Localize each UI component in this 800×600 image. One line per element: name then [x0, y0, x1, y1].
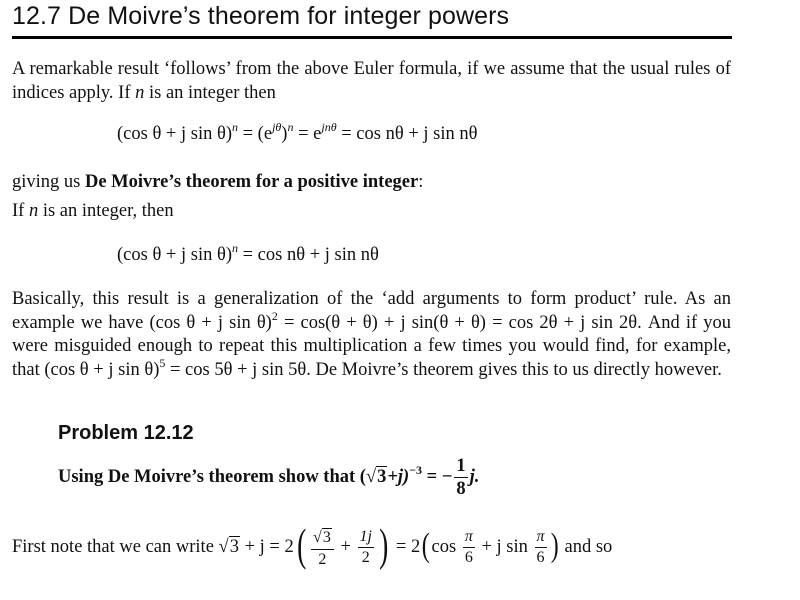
f2-den: 2 [361, 549, 370, 567]
intro-text-a: A remarkable result ‘follows’ from the above Euler formula, if we assume that the usual rules of indices apply. If [12, 59, 731, 103]
problem-heading: Problem 12.12 [58, 422, 194, 444]
eq1-rhs: = cos nθ + j sin nθ [336, 124, 478, 144]
theorem-intro-paragraph [12, 171, 731, 195]
explanation-text-b: = cos(θ + θ) + j sin(θ + θ) = cos 2θ + j sin 2θ. And if you were misguided enough to repeat this multiplication a few times you would find, for example, that (cos θ + j sin θ) [12, 312, 731, 380]
eq2-lhs: (cos θ + j sin θ) [117, 245, 232, 265]
heading-rule [12, 36, 732, 39]
sqrt-symbol: √ [365, 467, 377, 487]
solution-plus: + [335, 537, 356, 557]
problem-exp: −3 [409, 463, 423, 477]
right-big-paren: ) [379, 518, 389, 570]
eq1-exp-jntheta: jnθ [321, 120, 337, 134]
integer-condition-paragraph [12, 200, 731, 224]
solution-sqrt-arg: 3 [229, 537, 239, 557]
solution-mid: + j = 2 [239, 537, 294, 557]
left-mid-paren: ( [421, 526, 430, 564]
section-title-text: De Moivre’s theorem for integer powers [68, 2, 510, 30]
section-number: 12.7 [12, 2, 62, 30]
theorem-intro-text: giving us [12, 172, 85, 192]
f1-den: 2 [318, 550, 327, 568]
intro-text-b: is an integer then [144, 82, 276, 103]
pi-over-6-fraction-1 [463, 529, 475, 566]
eq1-e: = e [293, 124, 322, 144]
six2: 6 [536, 549, 545, 567]
section-heading [12, 0, 509, 32]
eq1-exp-jtheta: jθ [272, 120, 282, 134]
condition-var-n: n [28, 201, 39, 221]
problem-tail: j. [469, 467, 480, 487]
right-mid-paren: ) [550, 526, 559, 564]
explanation-text-c: = cos 5θ + j sin 5θ. De Moivre’s theorem gives this to us directly however. [165, 359, 722, 380]
pi-over-6-fraction-2 [535, 529, 547, 566]
solution-sqrt-symbol: √ [218, 537, 229, 557]
solution-first-line [12, 515, 612, 579]
explanation-exp-5: 5 [159, 355, 166, 370]
solution-plus-jsin: + j sin [476, 537, 528, 557]
solution-cos: cos [431, 537, 457, 557]
pi1: π [463, 529, 475, 548]
six1: 6 [464, 549, 473, 567]
de-moivre-equation [117, 243, 379, 267]
theorem-name-bold: De Moivre’s theorem for a positive integer [84, 172, 419, 192]
eq2-exp-n: n [232, 241, 238, 255]
eq1-lhs: (cos θ + j sin θ) [117, 124, 232, 144]
f2-num: 1j [358, 529, 374, 548]
theorem-intro-colon: : [418, 172, 424, 192]
problem-plus-j: +j) [387, 467, 410, 487]
sqrt3-over-2-fraction [311, 528, 334, 568]
problem-sqrt-arg: 3 [377, 467, 387, 487]
eq2-rhs: = cos nθ + j sin nθ [238, 245, 379, 265]
solution-eq: = 2 [391, 537, 421, 557]
condition-text-a: If [12, 201, 29, 221]
problem-lead: Using De Moivre’s theorem show that ( [58, 467, 366, 487]
eq1-exp-n: n [232, 120, 238, 134]
intro-paragraph [12, 58, 731, 105]
euler-power-equation [117, 122, 477, 146]
left-big-paren: ( [296, 518, 306, 570]
intro-var-n: n [135, 82, 145, 103]
solution-lead: First note that we can write [12, 537, 219, 557]
sqrt3-numerator: √3 [311, 528, 334, 550]
problem-eq: = − [422, 467, 453, 487]
eq1-middle: = (e [238, 124, 273, 144]
eq1-close: ) [281, 124, 288, 144]
problem-frac-num: 1 [454, 457, 467, 479]
pi2: π [535, 529, 547, 548]
problem-fraction [454, 457, 467, 499]
eq1-exp-n2: n [287, 120, 294, 134]
explanation-text-a: Basically, this result is a generalization of the ‘add arguments to form product’ rule. As an example we have (cos θ + j sin θ) [12, 289, 731, 333]
solution-tail: and so [559, 537, 613, 557]
problem-frac-den: 8 [456, 479, 466, 500]
explanation-paragraph [12, 288, 731, 382]
f1-num: 3 [322, 528, 331, 546]
j-over-2-fraction [358, 529, 374, 566]
problem-statement [58, 452, 479, 502]
condition-text-b: is an integer, then [38, 201, 174, 221]
explanation-exp-2: 2 [271, 308, 278, 323]
